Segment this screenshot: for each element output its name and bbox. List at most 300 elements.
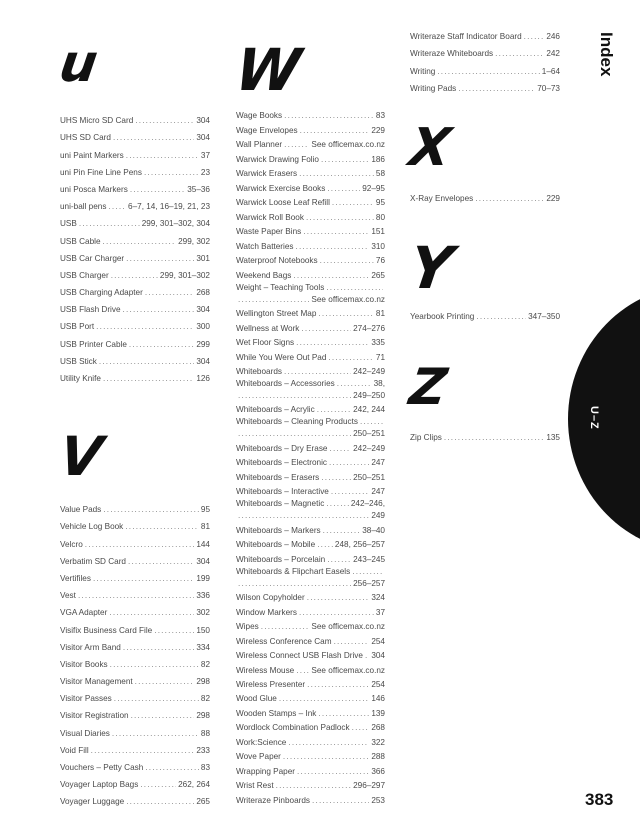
entry-page: 38–40 — [362, 525, 385, 535]
entry-term: UHS Micro SD Card — [60, 116, 134, 126]
leader-dots — [99, 357, 194, 366]
index-entry — [410, 304, 560, 321]
index-entry — [236, 120, 385, 134]
entry-page: 254 — [371, 680, 385, 689]
entry-page: 146 — [371, 694, 385, 704]
leader-dots — [334, 637, 370, 646]
entry-term: Wrist Rest — [236, 781, 274, 791]
entry-term: Waste Paper Bins — [236, 227, 302, 237]
entry-term: Voyager Luggage — [60, 797, 125, 807]
index-entry — [236, 193, 385, 207]
entry-term: Warwick Erasers — [236, 169, 298, 179]
index-entry — [236, 482, 385, 496]
entry-term: Wordlock Combination Padlock — [236, 723, 350, 733]
index-entry — [236, 438, 385, 452]
leader-dots — [144, 168, 199, 177]
leader-dots — [299, 169, 374, 178]
entry-term: Vouchers – Petty Cash — [60, 763, 144, 772]
entry-term: Wireless Connect USB Flash Drive — [236, 651, 363, 661]
leader-dots — [327, 184, 360, 193]
entry-term: Value Pads — [60, 505, 102, 515]
entry-page: See officemax.co.nz — [311, 294, 385, 304]
entry-page: 256–257 — [353, 578, 385, 588]
leader-dots — [79, 219, 140, 228]
entry-term: Wage Envelopes — [236, 125, 298, 135]
index-entry — [236, 732, 385, 746]
index-entry — [410, 58, 560, 75]
index-entry — [60, 755, 210, 772]
entry-page: 126 — [196, 374, 210, 383]
leader-dots — [318, 309, 373, 318]
index-entry — [60, 246, 210, 263]
entry-term: Whiteboards – Mobile — [236, 540, 316, 550]
entry-page: 335 — [371, 338, 385, 348]
leader-dots — [140, 780, 176, 789]
index-entry — [236, 280, 385, 292]
index-entry — [236, 347, 385, 361]
leader-dots — [317, 540, 333, 549]
leader-dots — [320, 256, 374, 265]
entry-page: 242–249 — [353, 366, 385, 376]
index-entry — [60, 600, 210, 617]
entry-page: 229 — [546, 194, 560, 204]
entry-page: 38, — [373, 378, 385, 388]
index-entry — [236, 496, 385, 508]
index-entry — [60, 349, 210, 366]
entry-term: Writing — [410, 66, 436, 76]
leader-dots — [126, 254, 194, 263]
entry-page: 242–246, — [350, 499, 385, 509]
entry-page: 347–350 — [528, 312, 560, 322]
entry-page: 76 — [375, 256, 385, 266]
index-column-w — [236, 106, 385, 805]
index-entry — [60, 531, 210, 548]
leader-dots — [296, 338, 369, 347]
entry-term: Waterproof Notebooks — [236, 256, 318, 266]
index-entry — [60, 772, 210, 789]
entry-term: Warwick Drawing Folio — [236, 154, 319, 164]
entry-term: Wellness at Work — [236, 323, 300, 333]
letter-z: Z — [405, 358, 451, 416]
letter-x: X — [405, 118, 455, 178]
index-entry — [236, 106, 385, 120]
index-entry — [60, 720, 210, 737]
leader-dots — [301, 324, 351, 333]
entry-page: 83 — [375, 111, 385, 121]
entry-term: Visitor Arm Band — [60, 642, 121, 652]
entry-term: uni Paint Markers — [60, 150, 124, 160]
entry-term: Writeraze Staff Indicator Board — [410, 32, 522, 42]
leader-dots — [458, 84, 535, 93]
entry-term: USB Charger — [60, 270, 109, 280]
entry-term: USB — [60, 219, 77, 229]
entry-term: UHS SD Card — [60, 133, 111, 143]
entry-term: Utility Knife — [60, 374, 101, 383]
entry-term: USB Printer Cable — [60, 339, 127, 349]
leader-dots — [299, 608, 374, 617]
leader-dots — [318, 709, 369, 718]
index-entry — [236, 207, 385, 221]
entry-term: uni-ball pens — [60, 202, 107, 212]
index-entry — [236, 467, 385, 481]
entry-page: 248, 256–257 — [334, 540, 385, 550]
leader-dots — [129, 340, 194, 349]
leader-dots — [360, 417, 383, 426]
index-column-v — [60, 497, 210, 806]
entry-term: Voyager Laptop Bags — [60, 780, 139, 790]
entry-page: 299, 301–302 — [159, 270, 210, 280]
leader-dots — [108, 202, 126, 211]
entry-term: Verbatim SD Card — [60, 556, 126, 566]
leader-dots — [444, 433, 544, 442]
index-entry — [236, 236, 385, 250]
entry-page: 6–7, 14, 16–19, 21, 23 — [128, 202, 210, 212]
index-entry — [236, 376, 385, 388]
entry-page: 304 — [196, 305, 210, 315]
letter-y: Y — [405, 234, 457, 302]
index-entry — [60, 314, 210, 331]
leader-dots — [326, 499, 349, 508]
index-entry — [236, 790, 385, 804]
entry-term: Visual Diaries — [60, 728, 110, 738]
entry-term: Wrapping Paper — [236, 766, 296, 776]
entry-page: 82 — [200, 694, 210, 704]
index-entry — [236, 453, 385, 467]
leader-dots — [312, 796, 369, 805]
leader-dots — [476, 312, 526, 321]
entry-page: 80 — [375, 212, 385, 222]
index-entry — [236, 222, 385, 236]
leader-dots — [145, 288, 194, 297]
index-entry — [236, 333, 385, 347]
index-entry — [60, 263, 210, 280]
entry-term: USB Cable — [60, 236, 101, 246]
leader-dots — [329, 458, 369, 467]
leader-dots — [307, 680, 369, 689]
entry-term: VGA Adapter — [60, 608, 108, 618]
index-entry — [60, 686, 210, 703]
leader-dots — [303, 227, 369, 236]
entry-page: 274–276 — [353, 323, 385, 333]
leader-dots — [112, 729, 199, 738]
entry-term: Writeraze Pinboards — [236, 795, 311, 805]
leader-dots — [331, 487, 369, 496]
leader-dots — [126, 151, 199, 160]
entry-page: 150 — [196, 625, 210, 635]
entry-page: 298 — [196, 677, 210, 687]
entry-page: 243–245 — [353, 554, 385, 564]
leader-dots — [306, 213, 374, 222]
entry-page: 58 — [375, 169, 385, 179]
index-entry — [60, 228, 210, 245]
leader-dots — [332, 198, 374, 207]
index-entry — [410, 41, 560, 58]
leader-dots — [365, 651, 369, 660]
index-entry — [236, 564, 385, 576]
entry-page: 151 — [371, 227, 385, 237]
leader-dots — [279, 694, 370, 703]
index-entry — [236, 149, 385, 163]
entry-term: USB Stick — [60, 356, 97, 366]
index-entry — [60, 280, 210, 297]
entry-page: 262, 264 — [178, 780, 210, 790]
entry-page: 95 — [375, 198, 385, 208]
leader-dots — [337, 379, 372, 388]
entry-page: 336 — [196, 591, 210, 601]
entry-term: Writeraze Whiteboards — [410, 49, 494, 59]
leader-dots — [145, 763, 199, 772]
leader-dots — [326, 283, 383, 292]
entry-page: 246 — [546, 32, 560, 42]
entry-term: Wireless Conference Cam — [236, 636, 332, 646]
index-entry — [236, 718, 385, 732]
leader-dots — [323, 526, 361, 535]
entry-term: USB Port — [60, 322, 95, 332]
entry-term: Wireless Mouse — [236, 665, 295, 675]
entry-page: 322 — [371, 737, 385, 747]
entry-page: 304 — [196, 356, 210, 366]
index-entry — [60, 669, 210, 686]
entry-page: See officemax.co.nz — [311, 622, 385, 632]
entry-page: 71 — [375, 352, 385, 362]
leader-dots — [352, 567, 383, 576]
entry-page: 88 — [200, 728, 210, 738]
leader-dots — [296, 666, 309, 675]
entry-page: 199 — [196, 573, 210, 583]
entry-term: Wellington Street Map — [236, 309, 317, 319]
index-entry — [236, 588, 385, 602]
index-entry-continuation — [236, 576, 385, 588]
index-entry — [236, 631, 385, 645]
entry-page: 70–73 — [537, 83, 560, 93]
leader-dots — [293, 271, 369, 280]
index-column-w-cont — [410, 24, 560, 93]
leader-dots — [96, 322, 194, 331]
entry-term: Whiteboards – Porcelain — [236, 554, 326, 564]
entry-term: USB Flash Drive — [60, 305, 121, 315]
entry-term: Warwick Loose Leaf Refill — [236, 198, 330, 208]
entry-term: Wage Books — [236, 111, 283, 121]
index-entry — [236, 400, 385, 414]
leader-dots — [288, 738, 369, 747]
leader-dots — [284, 367, 351, 376]
entry-page: 250–251 — [353, 472, 385, 482]
entry-term: Vehicle Log Book — [60, 522, 124, 532]
index-entry — [236, 646, 385, 660]
entry-page: 95 — [200, 505, 210, 515]
index-entry — [236, 747, 385, 761]
letter-v: V — [55, 425, 107, 488]
index-entry — [60, 566, 210, 583]
leader-dots — [128, 557, 194, 566]
entry-page: 35–36 — [187, 184, 210, 194]
leader-dots — [329, 444, 351, 453]
entry-page: 268 — [371, 723, 385, 733]
entry-page: 334 — [196, 642, 210, 652]
entry-term: Wove Paper — [236, 752, 281, 762]
index-entry — [236, 602, 385, 616]
entry-term: Visitor Management — [60, 677, 133, 687]
leader-dots — [125, 522, 199, 531]
index-entry — [60, 738, 210, 755]
entry-term: Void Fill — [60, 745, 89, 755]
index-entry — [60, 108, 210, 125]
leader-dots — [352, 723, 370, 732]
section-tab-label: U–Z — [588, 406, 600, 430]
entry-term: Watch Batteries — [236, 241, 294, 251]
entry-term: Whiteboards – Electronic — [236, 458, 328, 468]
leader-dots — [113, 133, 194, 142]
entry-page: 1–64 — [541, 66, 560, 76]
index-entry — [60, 703, 210, 720]
entry-page: 296–297 — [353, 781, 385, 791]
entry-term: Visitor Registration — [60, 711, 129, 721]
leader-dots — [284, 140, 309, 149]
index-entry — [60, 366, 210, 383]
entry-term: Whiteboards – Accessories — [236, 378, 335, 388]
index-entry — [236, 689, 385, 703]
entry-term: Whiteboards — [236, 366, 282, 376]
index-entry-continuation — [236, 426, 385, 438]
index-entry — [60, 514, 210, 531]
leader-dots — [437, 67, 539, 76]
entry-term: Window Markers — [236, 607, 297, 617]
entry-term: Work:Science — [236, 737, 287, 747]
entry-term: While You Were Out Pad — [236, 352, 327, 362]
entry-page: 299 — [196, 339, 210, 349]
leader-dots — [103, 374, 194, 383]
leader-dots — [475, 194, 544, 203]
entry-page: 233 — [196, 745, 210, 755]
leader-dots — [283, 752, 369, 761]
leader-dots — [109, 608, 194, 617]
index-column-y — [410, 304, 560, 321]
entry-page: 37 — [375, 607, 385, 617]
entry-page: 242–249 — [353, 443, 385, 453]
entry-page: 265 — [196, 797, 210, 807]
leader-dots — [327, 555, 351, 564]
entry-term: Wireless Presenter — [236, 680, 306, 689]
leader-dots — [524, 32, 545, 41]
entry-term: Wooden Stamps – Ink — [236, 708, 317, 718]
index-entry — [60, 297, 210, 314]
entry-page: 268 — [196, 288, 210, 298]
page-title: Index — [597, 32, 616, 77]
index-entry — [236, 362, 385, 376]
index-entry — [236, 304, 385, 318]
section-tab — [568, 285, 640, 553]
entry-term: Whiteboards – Cleaning Products — [236, 417, 358, 427]
leader-dots — [154, 626, 194, 635]
index-entry — [410, 24, 560, 41]
index-entry — [236, 703, 385, 717]
entry-term: Warwick Exercise Books — [236, 183, 326, 193]
entry-term: uni Pin Fine Line Pens — [60, 167, 142, 177]
page-number: 383 — [585, 790, 614, 809]
leader-dots — [238, 511, 369, 520]
entry-page: 265 — [371, 270, 385, 280]
index-entry — [236, 251, 385, 265]
entry-term: Whiteboards – Erasers — [236, 472, 320, 482]
entry-term: X-Ray Envelopes — [410, 194, 474, 204]
entry-page: 304 — [196, 116, 210, 126]
leader-dots — [111, 271, 158, 280]
leader-dots — [321, 155, 369, 164]
index-entry — [236, 549, 385, 563]
leader-dots — [238, 295, 309, 304]
entry-page: 81 — [375, 309, 385, 319]
entry-term: Yearbook Printing — [410, 312, 475, 322]
index-entry — [236, 178, 385, 192]
entry-page: 81 — [200, 522, 210, 532]
leader-dots — [295, 242, 369, 251]
index-entry — [60, 331, 210, 348]
leader-dots — [328, 353, 373, 362]
leader-dots — [238, 429, 351, 438]
entry-term: Whiteboards – Acrylic — [236, 405, 315, 415]
leader-dots — [103, 237, 177, 246]
index-entry — [236, 675, 385, 689]
index-entry — [236, 660, 385, 674]
entry-term: Wall Planner — [236, 140, 283, 150]
letter-u: u — [55, 34, 102, 94]
entry-page: 300 — [196, 322, 210, 332]
leader-dots — [131, 711, 195, 720]
entry-page: 299, 302 — [178, 236, 210, 246]
leader-dots — [297, 767, 369, 776]
entry-page: 144 — [196, 539, 210, 549]
index-entry — [60, 583, 210, 600]
entry-term: Wipes — [236, 622, 259, 632]
entry-page: 249 — [371, 511, 385, 521]
leader-dots — [238, 579, 351, 588]
leader-dots — [123, 305, 195, 314]
index-entry — [60, 194, 210, 211]
entry-page: 310 — [371, 241, 385, 251]
index-entry — [60, 497, 210, 514]
index-entry — [410, 76, 560, 93]
entry-page: See officemax.co.nz — [311, 140, 385, 150]
entry-page: 229 — [371, 125, 385, 135]
index-entry — [236, 414, 385, 426]
leader-dots — [91, 746, 195, 755]
index-column-x — [410, 186, 560, 203]
index-entry — [60, 142, 210, 159]
leader-dots — [78, 591, 194, 600]
leader-dots — [135, 677, 195, 686]
entry-page: 250–251 — [353, 429, 385, 439]
index-entry — [60, 177, 210, 194]
entry-page: 366 — [371, 766, 385, 776]
leader-dots — [276, 781, 352, 790]
leader-dots — [85, 540, 195, 549]
index-entry — [236, 135, 385, 149]
entry-page: 186 — [371, 154, 385, 164]
leader-dots — [123, 643, 195, 652]
leader-dots — [135, 116, 194, 125]
index-entry-continuation — [236, 292, 385, 304]
entry-page: See officemax.co.nz — [311, 665, 385, 675]
entry-term: Wood Glue — [236, 694, 277, 704]
entry-page: 242, 244 — [353, 405, 385, 415]
entry-page: 302 — [196, 608, 210, 618]
index-entry — [60, 635, 210, 652]
index-column-u — [60, 108, 210, 383]
leader-dots — [110, 660, 199, 669]
entry-page: 247 — [371, 458, 385, 468]
entry-term: Whiteboards & Flipchart Easels — [236, 566, 351, 576]
entry-page: 247 — [371, 487, 385, 497]
